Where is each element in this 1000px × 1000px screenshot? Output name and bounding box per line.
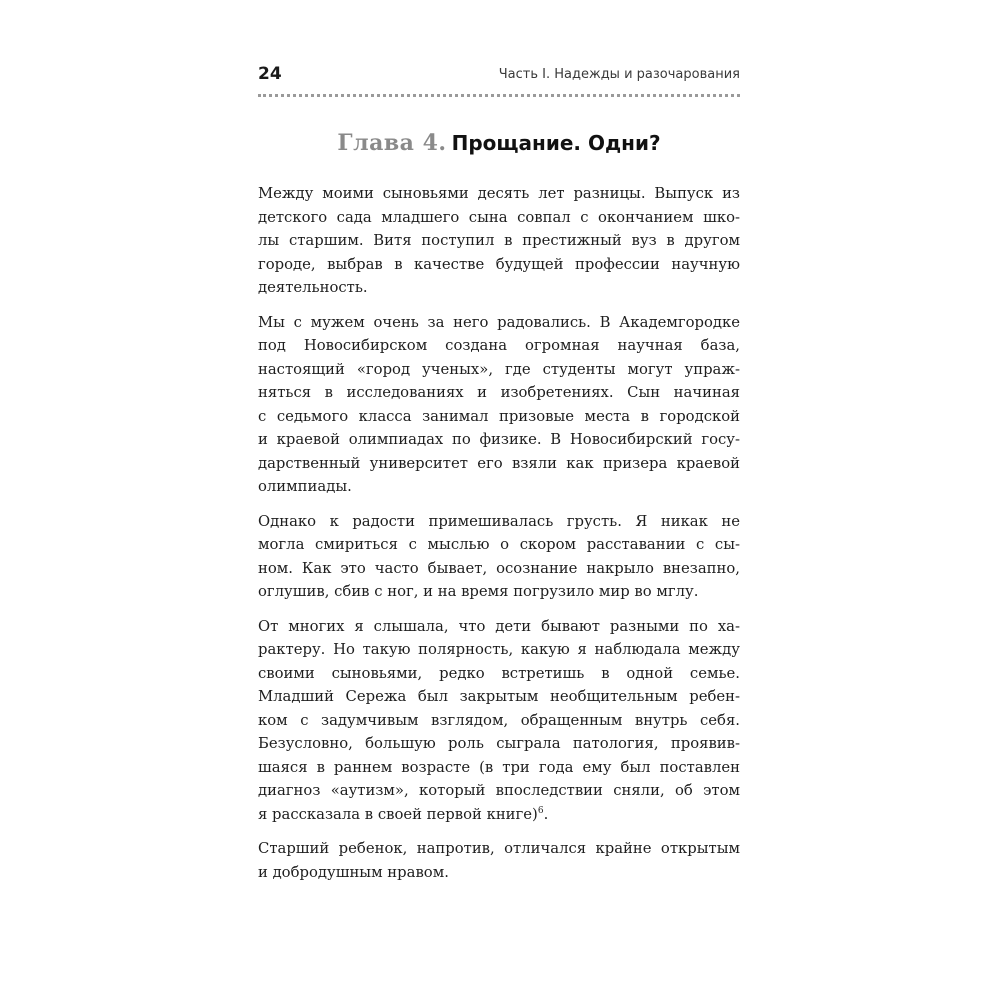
text-line: с седьмого класса занимал призовые места в городской [258,407,740,425]
book-page [258,60,740,940]
text-line: ном. Как это часто бывает, осознание накрыло внезапно, [258,559,740,577]
running-title: Часть I. Надежды и разочарования [498,67,740,82]
text-line: детского сада младшего сына совпал с окончанием шко- [258,208,740,226]
text-line: Между моими сыновьями десять лет разницы. Выпуск из [258,185,740,202]
chapter-label: Глава 4. [337,130,447,156]
text-line: Старший ребенок, напротив, отличался крайне открытым [258,840,740,857]
text-line: От многих я слышала, что дети бывают разными по ха- [258,617,740,635]
text-line: ком с задумчивым взглядом, обращенным внутрь себя. [258,711,740,729]
text-line: своими сыновьями, редко встретишь в одной семье. [258,664,740,682]
text-line: под Новосибирском создана огромная научная база, [258,337,740,354]
text-line: Безусловно, большую роль сыграла патология, проявив- [258,735,740,752]
sentence-end: . [543,805,549,823]
paragraph-4 [258,615,740,827]
text-line-content: я рассказала в своей первой книге) [258,805,538,823]
text-line: шаяся в раннем возрасте (в три года ему был поставлен [258,758,740,776]
body-text [258,182,740,895]
text-line: городе, выбрав в качестве будущей профессии научную [258,255,740,273]
text-line: Младший Сережа был закрытым необщительным ребен- [258,688,740,705]
text-line: диагноз «аутизм», который впоследствии сняли, об этом [258,782,740,799]
chapter-title [258,130,740,156]
text-line: Однако к радости примешивалась грусть. Я никак не [258,512,740,530]
text-line: олимпиады. [258,478,352,495]
paragraph-3 [258,510,740,604]
text-line: могла смириться с мыслью о скором расставании с сы- [258,536,740,553]
paragraph-5 [258,837,740,884]
text-line-with-footnote [258,803,740,827]
text-line: и краевой олимпиадах по физике. В Новосибирский госу- [258,431,740,448]
running-header [258,60,740,97]
chapter-name: Прощание. Одни? [451,131,661,155]
text-line: дарственный университет его взяли как призера краевой [258,454,740,472]
text-line: няться в исследованиях и изобретениях. Сын начиная [258,384,740,401]
paragraph-2 [258,311,740,499]
text-line: и добродушным нравом. [258,863,449,881]
text-line: рактеру. Но такую полярность, какую я наблюдала между [258,641,740,658]
text-line: лы старшим. Витя поступил в престижный вуз в другом [258,232,740,249]
footnote-reference[interactable]: 6 [537,805,544,816]
text-line: деятельность. [258,279,368,296]
text-line: оглушив, сбив с ног, и на время погрузило мир во мглу. [258,583,699,600]
text-line: настоящий «город ученых», где студенты могут упраж- [258,360,740,378]
page-number: 24 [258,64,282,84]
paragraph-1 [258,182,740,300]
text-line: Мы с мужем очень за него радовались. В Академгородке [258,313,740,331]
